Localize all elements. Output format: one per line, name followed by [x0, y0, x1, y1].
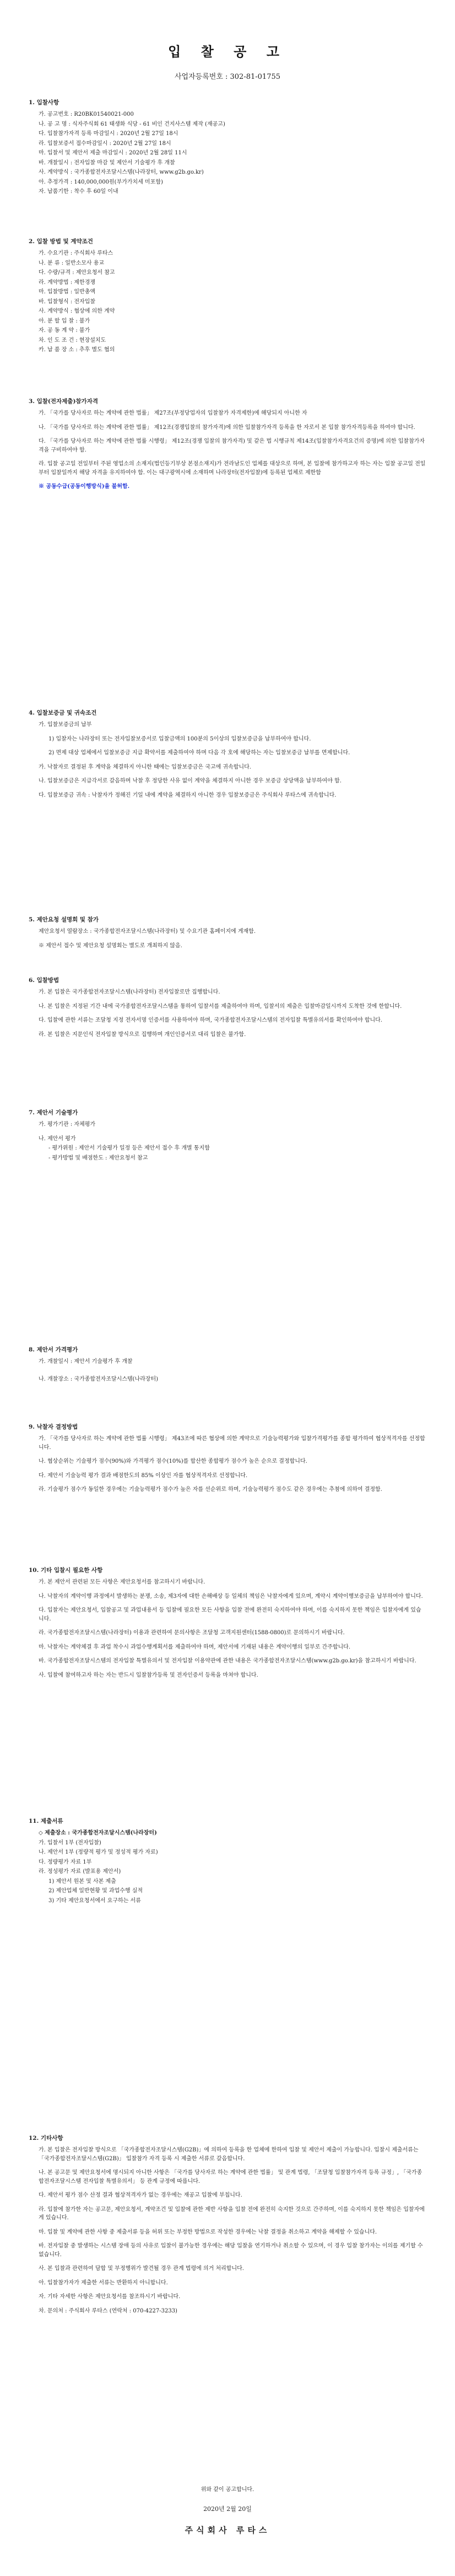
section-submission-documents: [29, 1817, 426, 1906]
paragraph: 자. 기타 자세한 사항은 제안요청서를 참조하시기 바랍니다.: [39, 2294, 181, 2300]
paragraph: 가. 본 입찰은 전자입찰 방식으로 「국가종합전자조달시스템(G2B)」에 의하여 등록을 한 업체에 한하여 입찰 및 제안서 제출이 가능합니다. 입찰시 제출서류는 「국가종합전자조달시스템(G2B)」 입찰참가 자격 등록 시 제출한 서류로 갈음합니다.: [39, 2147, 419, 2162]
section-price-evaluation: [29, 1345, 426, 1384]
section-heading: 4. 입찰보증금 및 귀속조건: [29, 710, 97, 716]
section-heading: 3. 입찰(전자제출)참가자격: [29, 398, 98, 405]
paragraph: 사. 본 입찰과 관련하여 담합 및 부정행위가 발견될 경우 관계 법령에 의거 처리합니다.: [39, 2266, 244, 2272]
paragraph: 다. 입찰자는 제안요청서, 입찰공고 및 과업내용서 등 입찰에 필요한 모든 사항을 입찰 전에 완전히 숙지하여야 하며, 이를 숙지하지 못한 책임은 입찰자에게 있습니다.: [39, 1607, 421, 1622]
paragraph: 나. 본 입찰은 지정된 기간 내에 국가종합전자조달시스템을 통하여 입찰서를 제출하여야 하며, 입찰서의 제출은 입찰마감일시까지 도착한 것에 한합니다.: [39, 1003, 402, 1010]
list-item: 2) 제안업체 일반현황 및 과업수행 실적: [48, 1888, 143, 1895]
section-tech-evaluation: [29, 1108, 426, 1163]
page-title: 입 찰 공 고: [168, 44, 287, 60]
list-item: 나. 분 류 : 일반소모사 용교: [39, 260, 105, 266]
list-item: 다. 정량평가 자료 1부: [39, 1859, 92, 1865]
submission-place: ◇ 제출장소 : 국가종합전자조달시스템(나라장터): [39, 1830, 157, 1837]
list-item: 자. 납품기한 : 착수 후 60일 이내: [39, 189, 118, 195]
paragraph: 가. 「국가를 당사자로 하는 계약에 관한 법률」 제27조(부정당업자의 입찰참가 자격제한)에 해당되지 아니한 자: [39, 410, 307, 417]
list-item: 사. 계약방식 : 협상에 의한 계약: [39, 308, 115, 315]
list-item: 사. 계약방식 : 국가종합전자조달시스템(나라장터, www.g2b.go.kr): [39, 169, 204, 176]
notice-date: 2020년 2월 20일: [203, 2505, 252, 2513]
section-heading: 10. 기타 입찰시 필요한 사항: [29, 1567, 103, 1574]
section-heading: 5. 제안요청 설명회 및 참가: [29, 916, 99, 923]
paragraph: 바. 국가종합전자조달시스템의 전자입찰 특별유의서 및 전자입찰 이용약관에 관한 내용은 국가종합전자조달시스템(www.g2b.go.kr)을 참고하시기 바랍니다.: [39, 1658, 416, 1665]
list-item: 아. 분 할 입 찰 : 불가: [39, 318, 90, 324]
section-briefing: [29, 915, 426, 956]
section-heading: 11. 제출서류: [29, 1818, 63, 1824]
paragraph: 라. 기술평가 점수가 동일한 경우에는 기술능력평가 점수가 높은 자를 선순위로 하며, 기술능력평가 점수도 같은 경우에는 추첨에 의하여 결정함.: [39, 1486, 382, 1493]
paragraph: 라. 입찰 공고일 전일부터 주된 영업소의 소재지(법인등기부상 본점소재지)가 전라남도인 업체를 대상으로 하며, 본 입찰에 참가하고자 하는 자는 입찰 공고일 전일부터 입찰일까지 해당 자격을 유지하여야 함. 이는 대구광역시에 소재하며 나라장터(전자입찰)에 등록된 업체로 제한함: [39, 461, 426, 476]
list-item: 나. 제안서 1부 (정량적 평가 및 정성적 평가 자료): [39, 1849, 158, 1856]
paragraph: 2) 면제 대상 업체에서 입찰보증금 지급 확약서를 제출하여야 하며 다음 각 호에 해당하는 자는 입찰보증금 납부를 면제합니다.: [48, 750, 350, 756]
list-item: 나. 개찰장소 : 국가종합전자조달시스템(나라장터): [39, 1376, 159, 1382]
section-heading: 8. 제안서 가격평가: [29, 1346, 78, 1353]
paragraph: 나. 협상순위는 기술평가 점수(90%)와 가격평가 점수(10%)를 합산한 종합평가 점수가 높은 순으로 결정합니다.: [39, 1458, 307, 1465]
list-item: 라. 정성평가 자료 (발표용 제안서): [39, 1869, 121, 1875]
list-item: 나. 제안서 평가: [39, 1135, 76, 1142]
list-item: 다. 입찰참가자격 등록 마감일시 : 2020년 2월 27일 18시: [39, 131, 178, 137]
section-bid-bond: [29, 709, 426, 805]
paragraph: 가. 입찰보증금의 납부: [39, 722, 92, 728]
list-item: 1) 제안서 원본 및 사본 제출: [48, 1878, 116, 1885]
list-item: 3) 기타 제안요청서에서 요구하는 서류: [48, 1897, 141, 1904]
paragraph: 아. 입찰참가자가 제출한 서류는 반환하지 아니합니다.: [39, 2279, 168, 2286]
list-item: 가. 개찰일시 : 제안서 기술평가 후 개찰: [39, 1359, 133, 1365]
closing-statement: 위와 같이 공고합니다.: [201, 2487, 254, 2493]
section-heading: 7. 제안서 기술평가: [29, 1109, 78, 1116]
paragraph: 라. 입찰에 참가한 자는 공고문, 제안요청서, 계약조건 및 입찰에 관한 제반 사항을 입찰 전에 완전히 숙지한 것으로 간주하며, 이를 숙지하지 못한 책임은 입찰자에게 있습니다.: [39, 2206, 425, 2221]
list-item: 차. 인 도 조 건 : 현장설치도: [39, 337, 106, 344]
list-item: 다. 수량/규격 : 제안요청서 참고: [39, 270, 115, 276]
section-award-method: [29, 1423, 426, 1500]
paragraph: 다. 제안서 평가 점수 산정 결과 협상적격자가 없는 경우에는 재공고 입찰에 부칩니다.: [39, 2192, 242, 2199]
contact-info: 차. 문의처 : 주식회사 루타스 (연락처 : 070-4227-3233): [39, 2307, 177, 2314]
section-heading: 2. 입찰 방법 및 계약조건: [29, 238, 93, 245]
list-item: 바. 개찰일시 : 전자입찰 마감 및 제안서 기술평가 후 개찰: [39, 159, 175, 166]
list-item: 자. 공 동 계 약 : 불가: [39, 328, 90, 334]
business-number: 사업자등록번호 : 302-81-01755: [174, 73, 281, 81]
list-item: 가. 공고번호 : R20BK01540021-000: [39, 111, 134, 118]
list-item: 마. 입찰방법 : 일반총액: [39, 289, 96, 296]
section-bid-items: [29, 98, 426, 197]
list-item: 라. 입찰보증서 접수마감일시 : 2020년 2월 27일 18시: [39, 140, 171, 147]
paragraph: 라. 본 입찰은 지문인식 전자입찰 방식으로 집행하며 개인인증서로 대리 입찰은 불가함.: [39, 1031, 246, 1038]
list-item: 아. 추정가격 : 140,000,000원(부가가치세 미포함): [39, 179, 163, 185]
list-item: 가. 수요기관 : 주식회사 루타스: [39, 250, 113, 257]
paragraph: 다. 제안서 기술능력 평가 결과 배점한도의 85% 이상인 자를 협상적격자로 선정합니다.: [39, 1472, 248, 1479]
section-heading: 1. 입찰사항: [29, 99, 59, 106]
section-eligibility: [29, 397, 426, 492]
list-item: - 평가위원 : 제안서 기술평가 일정 등은 제안서 접수 후 개별 통지함: [48, 1145, 210, 1152]
section-heading: 12. 기타사항: [29, 2135, 63, 2142]
paragraph: 마. 낙찰자는 계약체결 후 과업 착수시 과업수행계획서를 제출하여야 하며, 제안서에 기재된 내용은 계약이행의 일부로 간주합니다.: [39, 1644, 351, 1650]
paragraph: 나. 「국가를 당사자로 하는 계약에 관한 법률」 제12조(경쟁입찰의 참가자격)에 의한 입찰참가자격 등록을 한 자로서 본 입찰 참가자격등록을 하여야 합니다.: [39, 424, 415, 431]
section-bid-method: [29, 237, 426, 356]
section-bid-procedure: [29, 976, 426, 1044]
list-item: 바. 입찰형식 : 전자입찰: [39, 298, 96, 305]
joint-bid-notice: ※ 공동수급(공동이행방식)을 불허함.: [39, 484, 130, 490]
paragraph: ※ 제안서 접수 및 제안요청 설명회는 별도로 개최하지 않음.: [39, 942, 182, 949]
paragraph: 사. 입찰에 참여하고자 하는 자는 반드시 입찰참가등록 및 전자인증서 등록을 마쳐야 합니다.: [39, 1672, 258, 1678]
section-other-requirements: [29, 1566, 426, 1685]
list-item: 마. 입찰서 및 제안서 제출 마감일시 : 2020년 2월 28일 11시: [39, 150, 187, 157]
list-item: 카. 납 품 장 소 : 추후 별도 협의: [39, 347, 115, 353]
paragraph: 제안요청서 열람장소 : 국가종합전자조달시스템(나라장터) 및 수요기관 홈페이지에 게재함.: [39, 929, 256, 935]
section-heading: 6. 입찰방법: [29, 977, 59, 984]
issuer-name: 주식회사 루타스: [185, 2525, 270, 2535]
paragraph: 다. 「국가를 당사자로 하는 계약에 관한 법률 시행령」 제12조(경쟁 입찰의 참가자격) 및 같은 법 시행규칙 제14조(입찰참가자격요건의 증명)에 의한 입찰참가자격을 구비하여야 함.: [39, 438, 425, 453]
section-heading: 9. 낙찰자 결정방법: [29, 1424, 78, 1430]
paragraph: 가. 본 제안서 관련된 모든 사항은 제안요청서를 참고하시기 바랍니다.: [39, 1579, 205, 1586]
paragraph: 가. 본 입찰은 국가종합전자조달시스템(나라장터) 전자입찰로만 집행합니다.: [39, 989, 220, 996]
list-item: 라. 계약방법 : 제한경쟁: [39, 279, 96, 286]
paragraph: 나. 낙찰자의 계약이행 과정에서 발생하는 분쟁, 소송, 제3자에 대한 손해배상 등 일체의 책임은 낙찰자에게 있으며, 계약시 계약이행보증금을 납부하여야 합니다.: [39, 1593, 423, 1600]
paragraph: 다. 입찰에 관한 서류는 조달청 지정 전자서명 인증서를 사용하여야 하며, 국가종합전자조달시스템의 전자입찰 특별유의서를 확인하여야 합니다.: [39, 1017, 382, 1024]
paragraph: 가. 낙찰자로 결정된 후 계약을 체결하지 아니한 때에는 입찰보증금은 국고에 귀속합니다.: [39, 764, 251, 770]
paragraph: 마. 입찰 및 계약에 관한 사항 중 제출서류 등을 허위 또는 부정한 방법으로 작성한 경우에는 낙찰 결정을 취소하고 계약을 해제할 수 있습니다.: [39, 2229, 377, 2235]
paragraph: 바. 전자입찰 중 발생하는 시스템 장애 등의 사유로 입찰이 불가능한 경우에는 해당 입찰을 연기하거나 취소할 수 있으며, 이 경우 입찰 참가자는 이의를 제기할 수 없습니다.: [39, 2243, 423, 2258]
paragraph: 가. 「국가를 당사자로 하는 계약에 관한 법률 시행령」 제43조에 따른 협상에 의한 계약으로 기술능력평가와 입찰가격평가를 종합 평가하여 협상적격자를 선정합니다.: [39, 1436, 425, 1451]
list-item: 가. 평가기관 : 자체평가: [39, 1121, 96, 1128]
list-item: 가. 입찰서 1부 (전자입찰): [39, 1839, 101, 1846]
paragraph: 나. 본 공고문 및 제안요청서에 명시되지 아니한 사항은 「국가를 당사자로 하는 계약에 관한 법률」 및 관계 법령, 「조달청 입찰참가자격 등록 규정」, 「국가종합전자조달시스템 전자입찰 특별유의서」 등 관계 규정에 따릅니다.: [39, 2170, 422, 2185]
paragraph: 1) 입찰자는 나라장터 또는 전자입찰보증서로 입찰금액의 100분의 5이상의 입찰보증금을 납부하여야 합니다.: [48, 736, 311, 742]
paragraph: 다. 입찰보증금 귀속 : 낙찰자가 정해진 기일 내에 계약을 체결하지 아니한 경우 입찰보증금은 주식회사 루타스에 귀속합니다.: [39, 792, 337, 798]
paragraph: 나. 입찰보증금은 지급각서로 갈음하며 낙찰 후 정당한 사유 없이 계약을 체결하지 아니한 경우 보증금 상당액을 납부하여야 함.: [39, 778, 342, 785]
list-item: 나. 공 고 명 : 식자주식회 61 태생화 식당 - 61 비인 건지사스템 제작 (재공고): [39, 121, 225, 127]
list-item: - 평가방법 및 배점한도 : 제안요청서 참고: [48, 1155, 148, 1161]
paragraph: 라. 국가종합전자조달시스템(나라장터) 이용과 관련하여 문의사항은 조달청 고객지원센터(1588-0800)로 문의하시기 바랍니다.: [39, 1630, 345, 1636]
section-miscellaneous: [29, 2134, 426, 2321]
